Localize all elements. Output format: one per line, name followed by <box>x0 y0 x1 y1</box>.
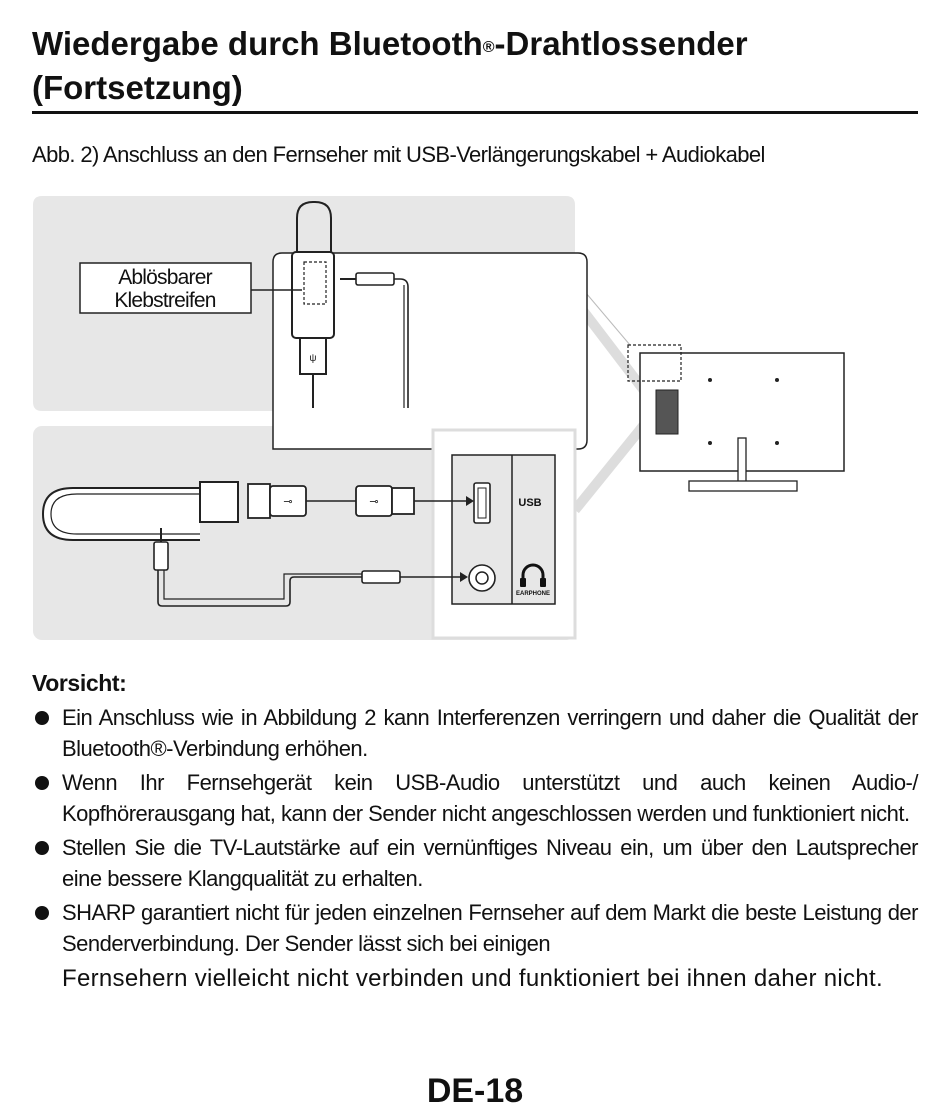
page-title <box>32 22 922 110</box>
registered-mark: ® <box>482 39 495 56</box>
port-panel <box>452 455 555 604</box>
caution-item: Wenn Ihr Fernsehgerät kein USB-Audio unterstützt und auch keinen Audio-/ Kopfhörerausgang hat, kann der Sender nicht angeschlossen werden und funktioniert nicht. <box>32 767 918 829</box>
callout-label-line1: Ablösbarer <box>118 266 212 289</box>
earphone-port-label: EARPHONE <box>515 591 551 597</box>
caution-item: Ein Anschluss wie in Abbildung 2 kann Interferenzen verringern und daher die Qualität der Bluetooth®-Verbindung erhöhen. <box>32 702 918 764</box>
title-continuation: (Fortsetzung) <box>32 69 243 106</box>
bullet-icon <box>35 711 49 725</box>
caution-item: Stellen Sie die TV-Lautstärke auf ein vernünftiges Niveau ein, um über den Lautsprecher eine bessere Klangqualität zu erhalten. <box>32 832 918 894</box>
bullet-icon <box>35 841 49 855</box>
bullet-icon <box>35 906 49 920</box>
tv-illustration <box>628 345 844 491</box>
caution-heading: Vorsicht: <box>32 670 127 696</box>
caution-list <box>32 702 918 1002</box>
svg-text:⊸: ⊸ <box>283 496 293 508</box>
usb-port-label: USB <box>518 497 542 509</box>
figure-caption: Abb. 2) Anschluss an den Fernseher mit USB-Verlängerungskabel + Audiokabel <box>32 142 765 167</box>
bullet-icon <box>35 776 49 790</box>
title-text: Wiedergabe durch Bluetooth <box>32 25 483 62</box>
caution-item: SHARP garantiert nicht für jeden einzelnen Fernseher auf dem Markt die beste Leistung der Senderverbindung. Der Sender lässt sich bei einigen <box>32 897 918 959</box>
title-rule <box>32 111 918 114</box>
svg-text:ψ: ψ <box>309 353 317 364</box>
svg-text:⊸: ⊸ <box>369 496 379 508</box>
page-number: DE-18 <box>426 1072 524 1110</box>
connection-diagram <box>0 190 950 650</box>
title-text-suffix: -Drahtlossender <box>494 25 748 62</box>
caution-item-continuation: Fernsehern vielleicht nicht verbinden und funktioniert bei ihnen daher nicht. <box>62 965 883 992</box>
callout-label-line2: Klebstreifen <box>114 289 216 312</box>
